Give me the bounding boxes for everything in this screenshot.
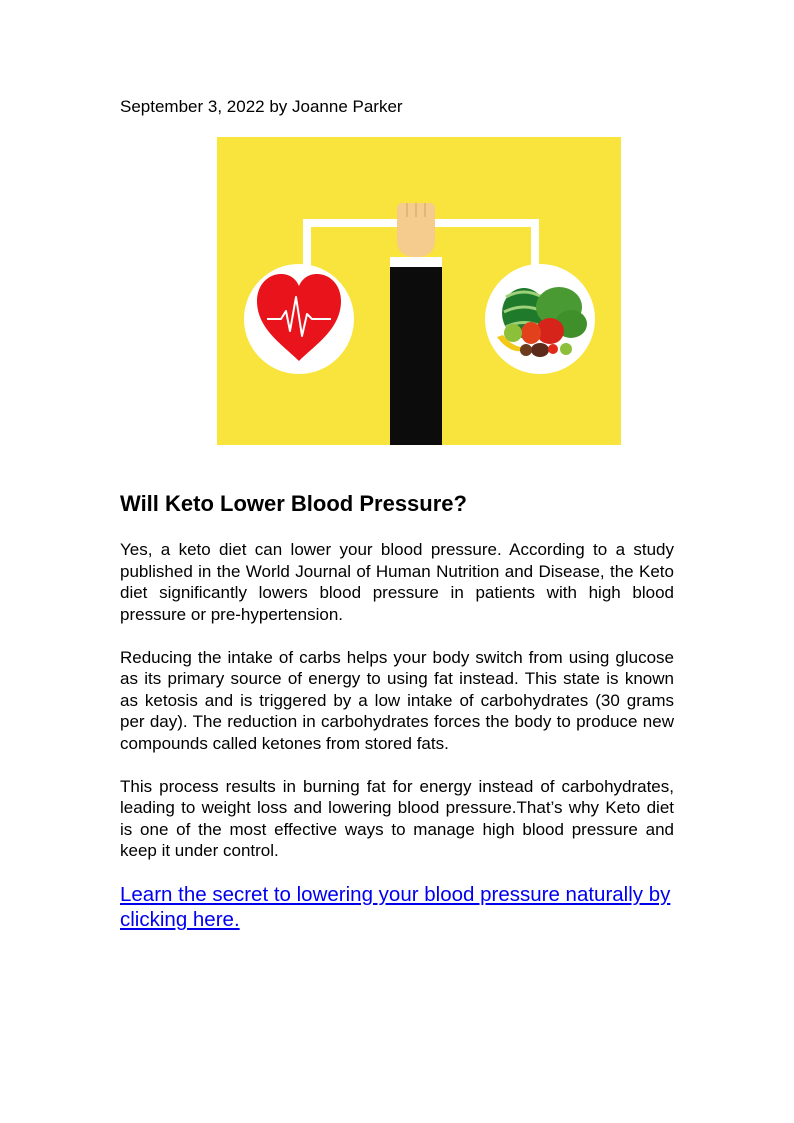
- article-byline: September 3, 2022 by Joanne Parker: [120, 97, 403, 116]
- article-body: [120, 539, 674, 932]
- hero-illustration: [217, 137, 621, 445]
- article-paragraph: Reducing the intake of carbs helps your body switch from using glucose as its primary source of energy to using fat instead. This state is known as ketosis and is triggered by a low intake of carbohydrates (30 grams per day). The reduction in carbohydrates forces the body to produce new compounds called ketones from stored fats.: [120, 647, 674, 753]
- fist-icon: [390, 203, 442, 445]
- article-paragraph: Yes, a keto diet can lower your blood pressure. According to a study published in the World Journal of Human Nutrition and Disease, the Keto diet significantly lowers blood pressure in patients with high blood pressure or pre-hypertension.: [120, 540, 674, 624]
- article-paragraph: This process results in burning fat for energy instead of carbohydrates, leading to weight loss and lowering blood pressure.That’s why Keto diet is one of the most effective ways to manage high blood pressure and keep it under control.: [120, 776, 674, 860]
- blood-pressure-cta-link[interactable]: Learn the secret to lowering your blood pressure naturally by clicking here.: [120, 883, 671, 931]
- article-title: Will Keto Lower Blood Pressure?: [120, 491, 467, 516]
